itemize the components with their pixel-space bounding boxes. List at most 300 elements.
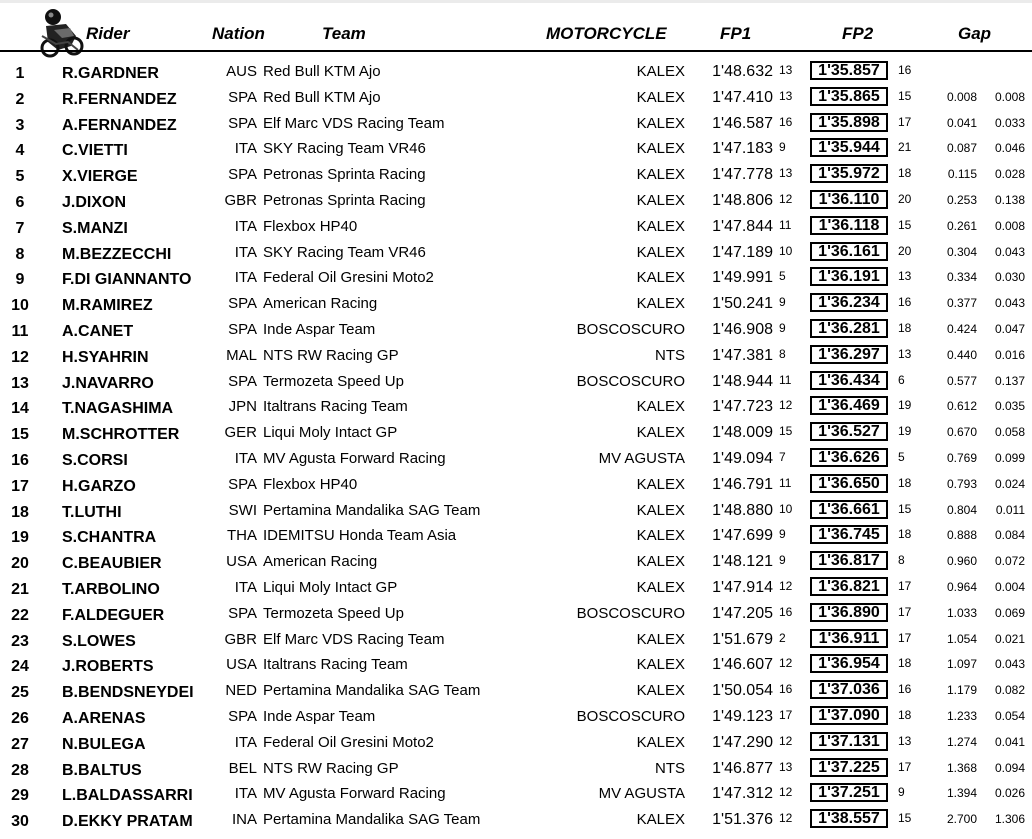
fp1-lap-cell: 13 (779, 88, 793, 103)
motorcycle-cell: KALEX (636, 682, 685, 700)
rider-cell: R.FERNANDEZ (62, 90, 177, 108)
position-cell: 23 (11, 632, 29, 650)
team-cell: NTS RW Racing GP (263, 759, 399, 777)
fp2-time-cell: 1'36.281 (810, 319, 888, 338)
table-row (0, 704, 1032, 730)
fp2-time-cell: 1'37.225 (810, 758, 888, 777)
fp1-time-cell: 1'49.991 (712, 269, 773, 287)
gap-previous-cell: 0.041 (994, 734, 1025, 749)
fp1-time-cell: 1'47.290 (712, 733, 773, 751)
fp1-lap-cell: 15 (779, 424, 793, 439)
rider-cell: A.ARENAS (62, 709, 146, 727)
fp1-time-cell: 1'48.009 (712, 424, 773, 442)
fp1-lap-cell: 8 (779, 346, 786, 361)
position-cell: 25 (11, 684, 29, 702)
table-row (0, 472, 1032, 498)
team-cell: SKY Racing Team VR46 (263, 243, 426, 261)
position-cell: 19 (11, 529, 29, 547)
fp1-time-cell: 1'51.376 (712, 811, 773, 829)
fp2-lap-cell: 9 (898, 785, 905, 800)
fp2-lap-cell: 15 (898, 217, 912, 232)
gap-previous-cell: 0.030 (994, 270, 1025, 285)
table-row (0, 317, 1032, 343)
fp1-lap-cell: 16 (779, 604, 793, 619)
fp1-lap-cell: 9 (779, 320, 786, 335)
motorcycle-cell: KALEX (636, 63, 685, 80)
gap-cell: 0.087 (946, 141, 977, 156)
gap-cell: 0.041 (946, 115, 977, 130)
table-row (0, 136, 1032, 162)
fp2-time-cell: 1'36.954 (810, 654, 888, 673)
motorcycle-cell: KALEX (636, 630, 685, 648)
motorcycle-cell: NTS (655, 346, 685, 364)
top-divider (0, 0, 1032, 3)
table-row (0, 652, 1032, 678)
fp1-lap-cell: 16 (779, 114, 793, 129)
rider-cell: T.ARBOLINO (62, 580, 160, 598)
fp1-lap-cell: 9 (779, 527, 786, 542)
nation-cell: ITA (234, 269, 257, 287)
gap-previous-cell: 0.099 (994, 450, 1025, 465)
motorcycle-cell: BOSCOSCURO (576, 707, 685, 725)
gap-cell: 0.304 (946, 244, 977, 259)
position-cell: 2 (15, 90, 25, 108)
nation-cell: SPA (228, 166, 257, 184)
header-nation: Nation (212, 24, 265, 43)
position-cell: 29 (11, 787, 29, 805)
position-cell: 17 (11, 477, 29, 495)
team-cell: MV Agusta Forward Racing (263, 449, 446, 467)
fp2-lap-cell: 13 (898, 733, 912, 748)
table-row (0, 730, 1032, 756)
team-cell: Liqui Moly Intact GP (263, 578, 398, 596)
nation-cell: THA (227, 527, 257, 545)
position-cell: 5 (15, 168, 25, 186)
fp2-time-cell: 1'36.745 (810, 525, 888, 544)
gap-cell: 0.670 (946, 425, 977, 440)
gap-cell: 0.612 (946, 399, 977, 414)
position-cell: 28 (11, 761, 29, 779)
header-gap: Gap (958, 24, 992, 43)
fp2-lap-cell: 13 (898, 269, 912, 284)
table-row (0, 188, 1032, 214)
table-row (0, 678, 1032, 704)
fp1-lap-cell: 11 (779, 372, 792, 387)
fp1-lap-cell: 12 (779, 398, 793, 413)
fp1-lap-cell: 11 (779, 217, 792, 232)
motorcycle-cell: KALEX (636, 424, 685, 442)
position-cell: 10 (11, 297, 29, 315)
rider-cell: M.SCHROTTER (62, 426, 180, 444)
gap-previous-cell: 0.082 (994, 683, 1025, 698)
gap-previous-cell: 0.008 (994, 218, 1025, 233)
nation-cell: ITA (234, 140, 257, 158)
table-row (0, 781, 1032, 807)
fp2-lap-cell: 18 (898, 475, 912, 490)
fp2-lap-cell: 19 (898, 424, 912, 439)
team-cell: Liqui Moly Intact GP (263, 424, 398, 442)
fp2-lap-cell: 18 (898, 320, 912, 335)
fp2-time-cell: 1'37.131 (810, 732, 888, 751)
gap-previous-cell: 0.021 (994, 631, 1025, 646)
fp2-lap-cell: 8 (898, 553, 905, 568)
rider-cell: L.BALDASSARRI (62, 787, 193, 805)
nation-cell: ITA (234, 785, 257, 803)
fp1-time-cell: 1'47.410 (712, 88, 773, 106)
gap-cell: 1.274 (946, 734, 977, 749)
fp2-time-cell: 1'35.865 (810, 87, 888, 106)
table-row (0, 240, 1032, 266)
table-row (0, 807, 1032, 833)
table-row (0, 162, 1032, 188)
table-row (0, 420, 1032, 446)
fp1-lap-cell: 9 (779, 140, 786, 155)
gap-previous-cell: 0.043 (994, 244, 1025, 259)
table-row (0, 343, 1032, 369)
gap-cell: 0.008 (946, 89, 977, 104)
rider-cell: N.BULEGA (62, 735, 146, 753)
position-cell: 13 (11, 374, 29, 392)
fp2-lap-cell: 18 (898, 656, 912, 671)
fp2-lap-cell: 17 (898, 759, 912, 774)
team-cell: SKY Racing Team VR46 (263, 140, 426, 158)
rider-cell: S.LOWES (62, 632, 136, 650)
fp2-time-cell: 1'36.661 (810, 500, 888, 519)
fp2-lap-cell: 15 (898, 88, 912, 103)
gap-previous-cell: 0.035 (994, 399, 1025, 414)
fp1-lap-cell: 12 (779, 811, 793, 826)
table-header (0, 6, 1032, 54)
gap-cell: 0.960 (946, 554, 977, 569)
nation-cell: SPA (228, 88, 257, 106)
table-row (0, 394, 1032, 420)
team-cell: Red Bull KTM Ajo (263, 88, 381, 106)
gap-cell: 1.233 (946, 708, 977, 723)
motorcycle-cell: KALEX (636, 578, 685, 596)
nation-cell: GER (224, 424, 257, 442)
fp1-time-cell: 1'46.908 (712, 320, 773, 338)
nation-cell: NED (225, 682, 257, 700)
gap-cell: 0.424 (946, 321, 977, 336)
table-row (0, 214, 1032, 240)
position-cell: 12 (11, 348, 29, 366)
rider-cell: X.VIERGE (62, 168, 138, 186)
fp2-lap-cell: 18 (898, 527, 912, 542)
motorcycle-cell: KALEX (636, 527, 685, 545)
motorcycle-cell: KALEX (636, 166, 685, 184)
fp2-time-cell: 1'36.527 (810, 422, 888, 441)
header-motorcycle: MOTORCYCLE (546, 24, 667, 43)
team-cell: Italtrans Racing Team (263, 398, 408, 416)
fp2-lap-cell: 20 (898, 243, 912, 258)
rider-cell: S.CHANTRA (62, 529, 157, 547)
gap-previous-cell: 0.072 (994, 554, 1025, 569)
fp2-time-cell: 1'36.110 (810, 190, 888, 209)
rider-cell: M.RAMIREZ (62, 297, 153, 315)
fp1-lap-cell: 11 (779, 475, 792, 490)
motorcycle-cell: KALEX (636, 295, 685, 313)
nation-cell: INA (231, 811, 257, 829)
fp1-lap-cell: 12 (779, 578, 793, 593)
team-cell: Flexbox HP40 (263, 217, 358, 235)
fp2-time-cell: 1'36.469 (810, 396, 888, 415)
gap-previous-cell: 0.043 (994, 657, 1025, 672)
motorcycle-cell: KALEX (636, 140, 685, 158)
fp2-time-cell: 1'38.557 (810, 809, 888, 828)
fp2-time-cell: 1'36.821 (810, 577, 888, 596)
motorcycle-cell: BOSCOSCURO (576, 372, 685, 390)
nation-cell: USA (226, 656, 257, 674)
gap-cell: 0.440 (946, 347, 977, 362)
motorcycle-cell: KALEX (636, 656, 685, 674)
nation-cell: BEL (228, 759, 257, 777)
rider-cell: M.BEZZECCHI (62, 245, 172, 263)
gap-cell: 0.115 (947, 167, 977, 182)
nation-cell: ITA (234, 243, 257, 261)
gap-cell: 0.793 (946, 476, 977, 491)
position-cell: 18 (11, 503, 29, 521)
fp2-time-cell: 1'35.944 (810, 138, 888, 157)
motorcycle-cell: KALEX (636, 88, 685, 106)
gap-cell: 0.253 (946, 192, 977, 207)
rider-cell: D.EKKY PRATAM (62, 813, 193, 831)
motorcycle-cell: MV AGUSTA (598, 785, 685, 803)
fp1-time-cell: 1'47.699 (712, 527, 773, 545)
position-cell: 9 (15, 271, 25, 289)
fp2-time-cell: 1'36.626 (810, 448, 888, 467)
fp1-time-cell: 1'49.123 (712, 707, 773, 725)
gap-previous-cell: 0.138 (994, 192, 1025, 207)
table-row (0, 523, 1032, 549)
team-cell: Federal Oil Gresini Moto2 (263, 269, 434, 287)
nation-cell: JPN (228, 398, 257, 416)
fp2-lap-cell: 5 (898, 449, 905, 464)
fp1-time-cell: 1'48.806 (712, 191, 773, 209)
motorcycle-cell: KALEX (636, 475, 685, 493)
fp1-time-cell: 1'47.205 (712, 604, 773, 622)
team-cell: Pertamina Mandalika SAG Team (263, 682, 481, 700)
fp1-time-cell: 1'46.607 (712, 656, 773, 674)
results-table (0, 59, 1032, 833)
fp1-time-cell: 1'47.844 (712, 217, 773, 235)
position-cell: 6 (15, 193, 25, 211)
fp2-lap-cell: 17 (898, 604, 912, 619)
motorcycle-cell: NTS (655, 759, 685, 777)
motorcycle-cell: KALEX (636, 191, 685, 209)
fp1-lap-cell: 2 (779, 630, 786, 645)
gap-previous-cell: 0.094 (994, 760, 1025, 775)
position-cell: 30 (11, 813, 29, 831)
fp2-lap-cell: 15 (898, 811, 912, 826)
fp2-time-cell: 1'35.972 (810, 164, 888, 183)
header-fp2: FP2 (842, 24, 874, 43)
fp2-lap-cell: 16 (898, 682, 912, 697)
team-cell: Pertamina Mandalika SAG Team (263, 501, 481, 519)
gap-previous-cell: 0.054 (994, 708, 1025, 723)
header-rule (0, 50, 1032, 52)
rider-cell: A.FERNANDEZ (62, 116, 177, 134)
rider-cell: B.BALTUS (62, 761, 142, 779)
position-cell: 16 (11, 451, 29, 469)
fp1-time-cell: 1'47.312 (712, 785, 773, 803)
position-cell: 15 (11, 426, 29, 444)
gap-previous-cell: 0.043 (994, 296, 1025, 311)
gap-previous-cell: 0.084 (994, 528, 1025, 543)
position-cell: 8 (15, 245, 25, 263)
table-row (0, 369, 1032, 395)
rider-cell: F.ALDEGUER (62, 606, 165, 624)
rider-cell: T.NAGASHIMA (62, 400, 174, 418)
gap-cell: 0.577 (946, 373, 977, 388)
nation-cell: MAL (226, 346, 257, 364)
rider-cell: H.SYAHRIN (62, 348, 149, 366)
fp2-time-cell: 1'36.161 (810, 242, 888, 261)
table-row (0, 575, 1032, 601)
gap-cell: 0.964 (946, 579, 977, 594)
position-cell: 27 (11, 735, 29, 753)
fp2-lap-cell: 19 (898, 398, 912, 413)
fp1-time-cell: 1'50.054 (712, 682, 773, 700)
fp1-time-cell: 1'46.877 (712, 759, 773, 777)
gap-previous-cell: 0.058 (994, 425, 1025, 440)
fp1-lap-cell: 9 (779, 295, 786, 310)
gap-cell: 1.179 (946, 683, 977, 698)
rider-cell: J.NAVARRO (62, 374, 154, 392)
table-row (0, 265, 1032, 291)
fp1-time-cell: 1'48.944 (712, 372, 773, 390)
gap-previous-cell: 0.024 (994, 476, 1025, 491)
fp2-lap-cell: 21 (898, 140, 912, 155)
team-cell: MV Agusta Forward Racing (263, 785, 446, 803)
nation-cell: ITA (234, 578, 257, 596)
fp2-time-cell: 1'36.911 (810, 629, 888, 648)
fp2-time-cell: 1'36.890 (810, 603, 888, 622)
fp2-time-cell: 1'36.191 (810, 267, 888, 286)
gap-previous-cell: 0.004 (994, 579, 1025, 594)
team-cell: Elf Marc VDS Racing Team (263, 630, 445, 648)
motorcycle-cell: KALEX (636, 243, 685, 261)
rider-cell: S.CORSI (62, 451, 128, 469)
team-cell: Flexbox HP40 (263, 475, 358, 493)
gap-cell: 2.700 (946, 812, 977, 827)
fp2-lap-cell: 6 (898, 372, 905, 387)
table-row (0, 446, 1032, 472)
motorcycle-cell: KALEX (636, 217, 685, 235)
fp2-lap-cell: 18 (898, 707, 912, 722)
motorcycle-cell: BOSCOSCURO (576, 604, 685, 622)
fp1-lap-cell: 12 (779, 733, 793, 748)
nation-cell: AUS (226, 63, 257, 80)
header-rider: Rider (86, 24, 130, 43)
nation-cell: GBR (224, 191, 257, 209)
fp2-time-cell: 1'36.817 (810, 551, 888, 570)
rider-cell: S.MANZI (62, 219, 128, 237)
fp2-time-cell: 1'36.650 (810, 474, 888, 493)
rider-cell: H.GARZO (62, 477, 136, 495)
nation-cell: SPA (228, 707, 257, 725)
gap-previous-cell: 0.011 (995, 502, 1025, 517)
gap-previous-cell: 0.033 (994, 115, 1025, 130)
nation-cell: ITA (234, 217, 257, 235)
fp2-time-cell: 1'36.297 (810, 345, 888, 364)
gap-previous-cell: 0.026 (994, 786, 1025, 801)
rider-cell: A.CANET (62, 322, 134, 340)
team-cell: Federal Oil Gresini Moto2 (263, 733, 434, 751)
nation-cell: SPA (228, 604, 257, 622)
gap-cell: 0.804 (946, 502, 977, 517)
table-row (0, 85, 1032, 111)
nation-cell: SWI (228, 501, 257, 519)
team-cell: Italtrans Racing Team (263, 656, 408, 674)
gap-cell: 0.377 (946, 296, 977, 311)
position-cell: 20 (11, 555, 29, 573)
fp1-time-cell: 1'47.914 (712, 578, 773, 596)
gap-previous-cell: 0.046 (994, 141, 1025, 156)
fp1-time-cell: 1'48.880 (712, 501, 773, 519)
position-cell: 26 (11, 709, 29, 727)
fp1-time-cell: 1'48.632 (712, 63, 773, 80)
team-cell: American Racing (263, 295, 378, 313)
team-cell: Elf Marc VDS Racing Team (263, 114, 445, 132)
table-row (0, 549, 1032, 575)
gap-cell: 0.334 (946, 270, 977, 285)
fp1-lap-cell: 10 (779, 243, 793, 258)
gap-cell: 1.033 (946, 605, 977, 620)
fp2-time-cell: 1'37.090 (810, 706, 888, 725)
nation-cell: ITA (234, 449, 257, 467)
fp1-lap-cell: 10 (779, 501, 793, 516)
fp1-lap-cell: 5 (779, 269, 786, 284)
fp2-time-cell: 1'35.857 (810, 61, 888, 80)
gap-previous-cell: 0.016 (994, 347, 1025, 362)
gap-previous-cell: 0.137 (994, 373, 1025, 388)
motorcycle-cell: KALEX (636, 811, 685, 829)
fp2-time-cell: 1'36.118 (810, 216, 888, 235)
gap-cell: 0.261 (946, 218, 977, 233)
fp2-lap-cell: 13 (898, 346, 912, 361)
fp1-time-cell: 1'48.121 (712, 553, 773, 571)
position-cell: 7 (15, 219, 25, 237)
team-cell: Inde Aspar Team (263, 707, 376, 725)
position-cell: 21 (11, 580, 29, 598)
team-cell: Petronas Sprinta Racing (263, 166, 426, 184)
team-cell: IDEMITSU Honda Team Asia (263, 527, 457, 545)
fp2-lap-cell: 16 (898, 295, 912, 310)
motorcycle-cell: KALEX (636, 114, 685, 132)
fp2-lap-cell: 17 (898, 630, 912, 645)
rider-cell: J.DIXON (62, 193, 127, 211)
fp2-lap-cell: 17 (898, 578, 912, 593)
position-cell: 24 (11, 658, 29, 676)
nation-cell: GBR (224, 630, 257, 648)
fp1-time-cell: 1'47.381 (712, 346, 773, 364)
gap-cell: 1.394 (946, 786, 977, 801)
fp2-time-cell: 1'35.898 (810, 113, 888, 132)
gap-previous-cell: 0.047 (994, 321, 1025, 336)
rider-cell: T.LUTHI (62, 503, 122, 521)
fp2-time-cell: 1'37.036 (810, 680, 888, 699)
gap-cell: 0.888 (946, 528, 977, 543)
fp2-lap-cell: 20 (898, 191, 912, 206)
position-cell: 11 (11, 322, 29, 340)
position-cell: 1 (15, 65, 25, 82)
rider-cell: C.BEAUBIER (62, 555, 162, 573)
position-cell: 3 (15, 116, 25, 134)
rider-cell: F.DI GIANNANTO (62, 271, 192, 289)
fp1-lap-cell: 12 (779, 785, 793, 800)
table-row (0, 291, 1032, 317)
motorcycle-cell: KALEX (636, 553, 685, 571)
